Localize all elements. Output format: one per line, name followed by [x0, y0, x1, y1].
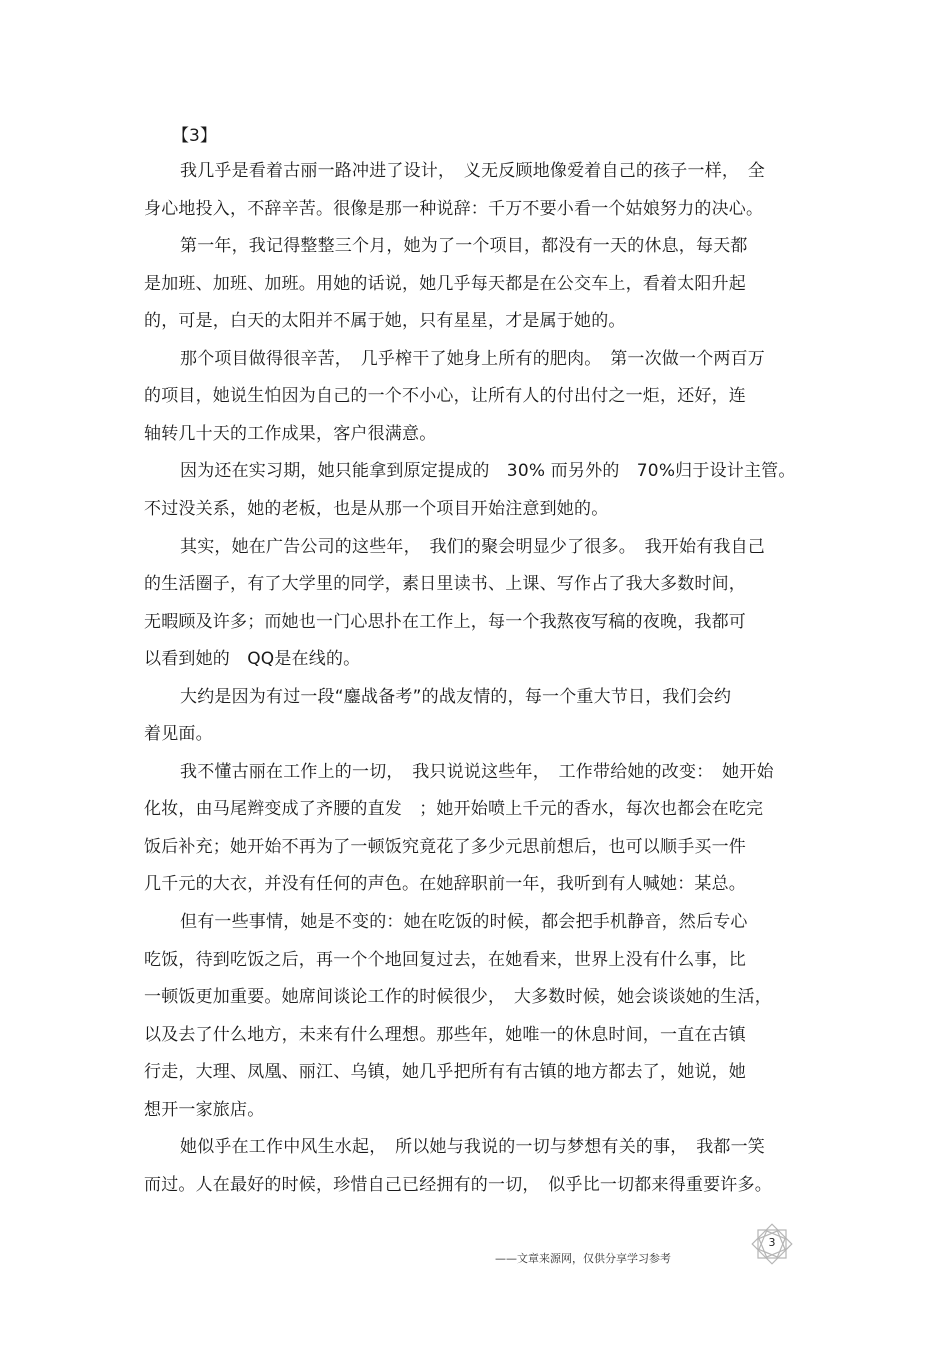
paragraph-first-line: 第一年，我记得整整三个月，她为了一个项目，都没有一天的休息，每天都: [180, 236, 748, 256]
paragraph-first-line: 那个项目做得很辛苦， 几乎榨干了她身上所有的肥肉。 第一次做一个两百万: [180, 349, 765, 369]
section-heading: 【3】: [172, 126, 217, 146]
paragraph-line: 吃饭，待到吃饭之后，再一个个地回复过去，在她看来，世界上没有什么事，比: [144, 950, 746, 970]
paragraph-line: 的生活圈子，有了大学里的同学，素日里读书、上课、写作占了我大多数时间，: [144, 574, 746, 594]
paragraph-first-line: 大约是因为有过一段“鏖战备考”的战友情的，每一个重大节日，我们会约: [180, 687, 732, 707]
paragraph-line: 无暇顾及许多；而她也一门心思扑在工作上，每一个我熬夜写稿的夜晚，我都可: [144, 612, 746, 632]
paragraph-line: 想开一家旅店。: [144, 1100, 265, 1120]
paragraph-line: 行走，大理、凤凰、丽江、乌镇，她几乎把所有有古镇的地方都去了，她说，她: [144, 1062, 746, 1082]
paragraph-line: 轴转几十天的工作成果，客户很满意。: [144, 424, 437, 444]
paragraph-first-line: 因为还在实习期，她只能拿到原定提成的 30% 而另外的 70%归于设计主管。: [180, 461, 796, 481]
paragraph-line: 是加班、加班、加班。用她的话说，她几乎每天都是在公交车上，看着太阳升起: [144, 274, 746, 294]
paragraph-line: 几千元的大衣，并没有任何的声色。在她辞职前一年，我听到有人喊她：某总。: [144, 874, 746, 894]
paragraph-line: 而过。人在最好的时候，珍惜自己已经拥有的一切， 似乎比一切都来得重要许多。: [144, 1175, 772, 1195]
paragraph-line: 不过没关系，她的老板，也是从那一个项目开始注意到她的。: [144, 499, 609, 519]
paragraph-line: 一顿饭更加重要。她席间谈论工作的时候很少， 大多数时候，她会谈谈她的生活，: [144, 987, 772, 1007]
footer-source-note: ——文章来源网，仅供分享学习参考: [495, 1252, 671, 1265]
paragraph-first-line: 她似乎在工作中风生水起， 所以她与我说的一切与梦想有关的事， 我都一笑: [180, 1137, 765, 1157]
page-number-badge: [749, 1221, 795, 1267]
paragraph-line: 饭后补充；她开始不再为了一顿饭究竟花了多少元思前想后，也可以顺手买一件: [144, 837, 746, 857]
paragraph-first-line: 但有一些事情，她是不变的：她在吃饭的时候，都会把手机静音，然后专心: [180, 912, 748, 932]
paragraph-line: 化妆，由马尾辫变成了齐腰的直发 ；她开始喷上千元的香水，每次也都会在吃完: [144, 799, 764, 819]
paragraph-line: 以看到她的 QQ是在线的。: [144, 649, 361, 669]
paragraph-line: 的，可是，白天的太阳并不属于她，只有星星，才是属于她的。: [144, 311, 626, 331]
paragraph-line: 着见面。: [144, 724, 213, 744]
paragraph-line: 的项目，她说生怕因为自己的一个不小心，让所有人的付出付之一炬，还好，连: [144, 386, 746, 406]
page-number: 3: [768, 1236, 776, 1249]
paragraph-first-line: 其实，她在广告公司的这些年， 我们的聚会明显少了很多。 我开始有我自己: [180, 537, 765, 557]
paragraph-first-line: 我几乎是看着古丽一路冲进了设计， 义无反顾地像爱着自己的孩子一样， 全: [180, 161, 765, 181]
paragraph-first-line: 我不懂古丽在工作上的一切， 我只说说这些年， 工作带给她的改变： 她开始: [180, 762, 774, 782]
paragraph-line: 以及去了什么地方，未来有什么理想。那些年，她唯一的休息时间，一直在古镇: [144, 1025, 746, 1045]
paragraph-line: 身心地投入，不辞辛苦。很像是那一种说辞：千万不要小看一个姑娘努力的决心。: [144, 199, 764, 219]
